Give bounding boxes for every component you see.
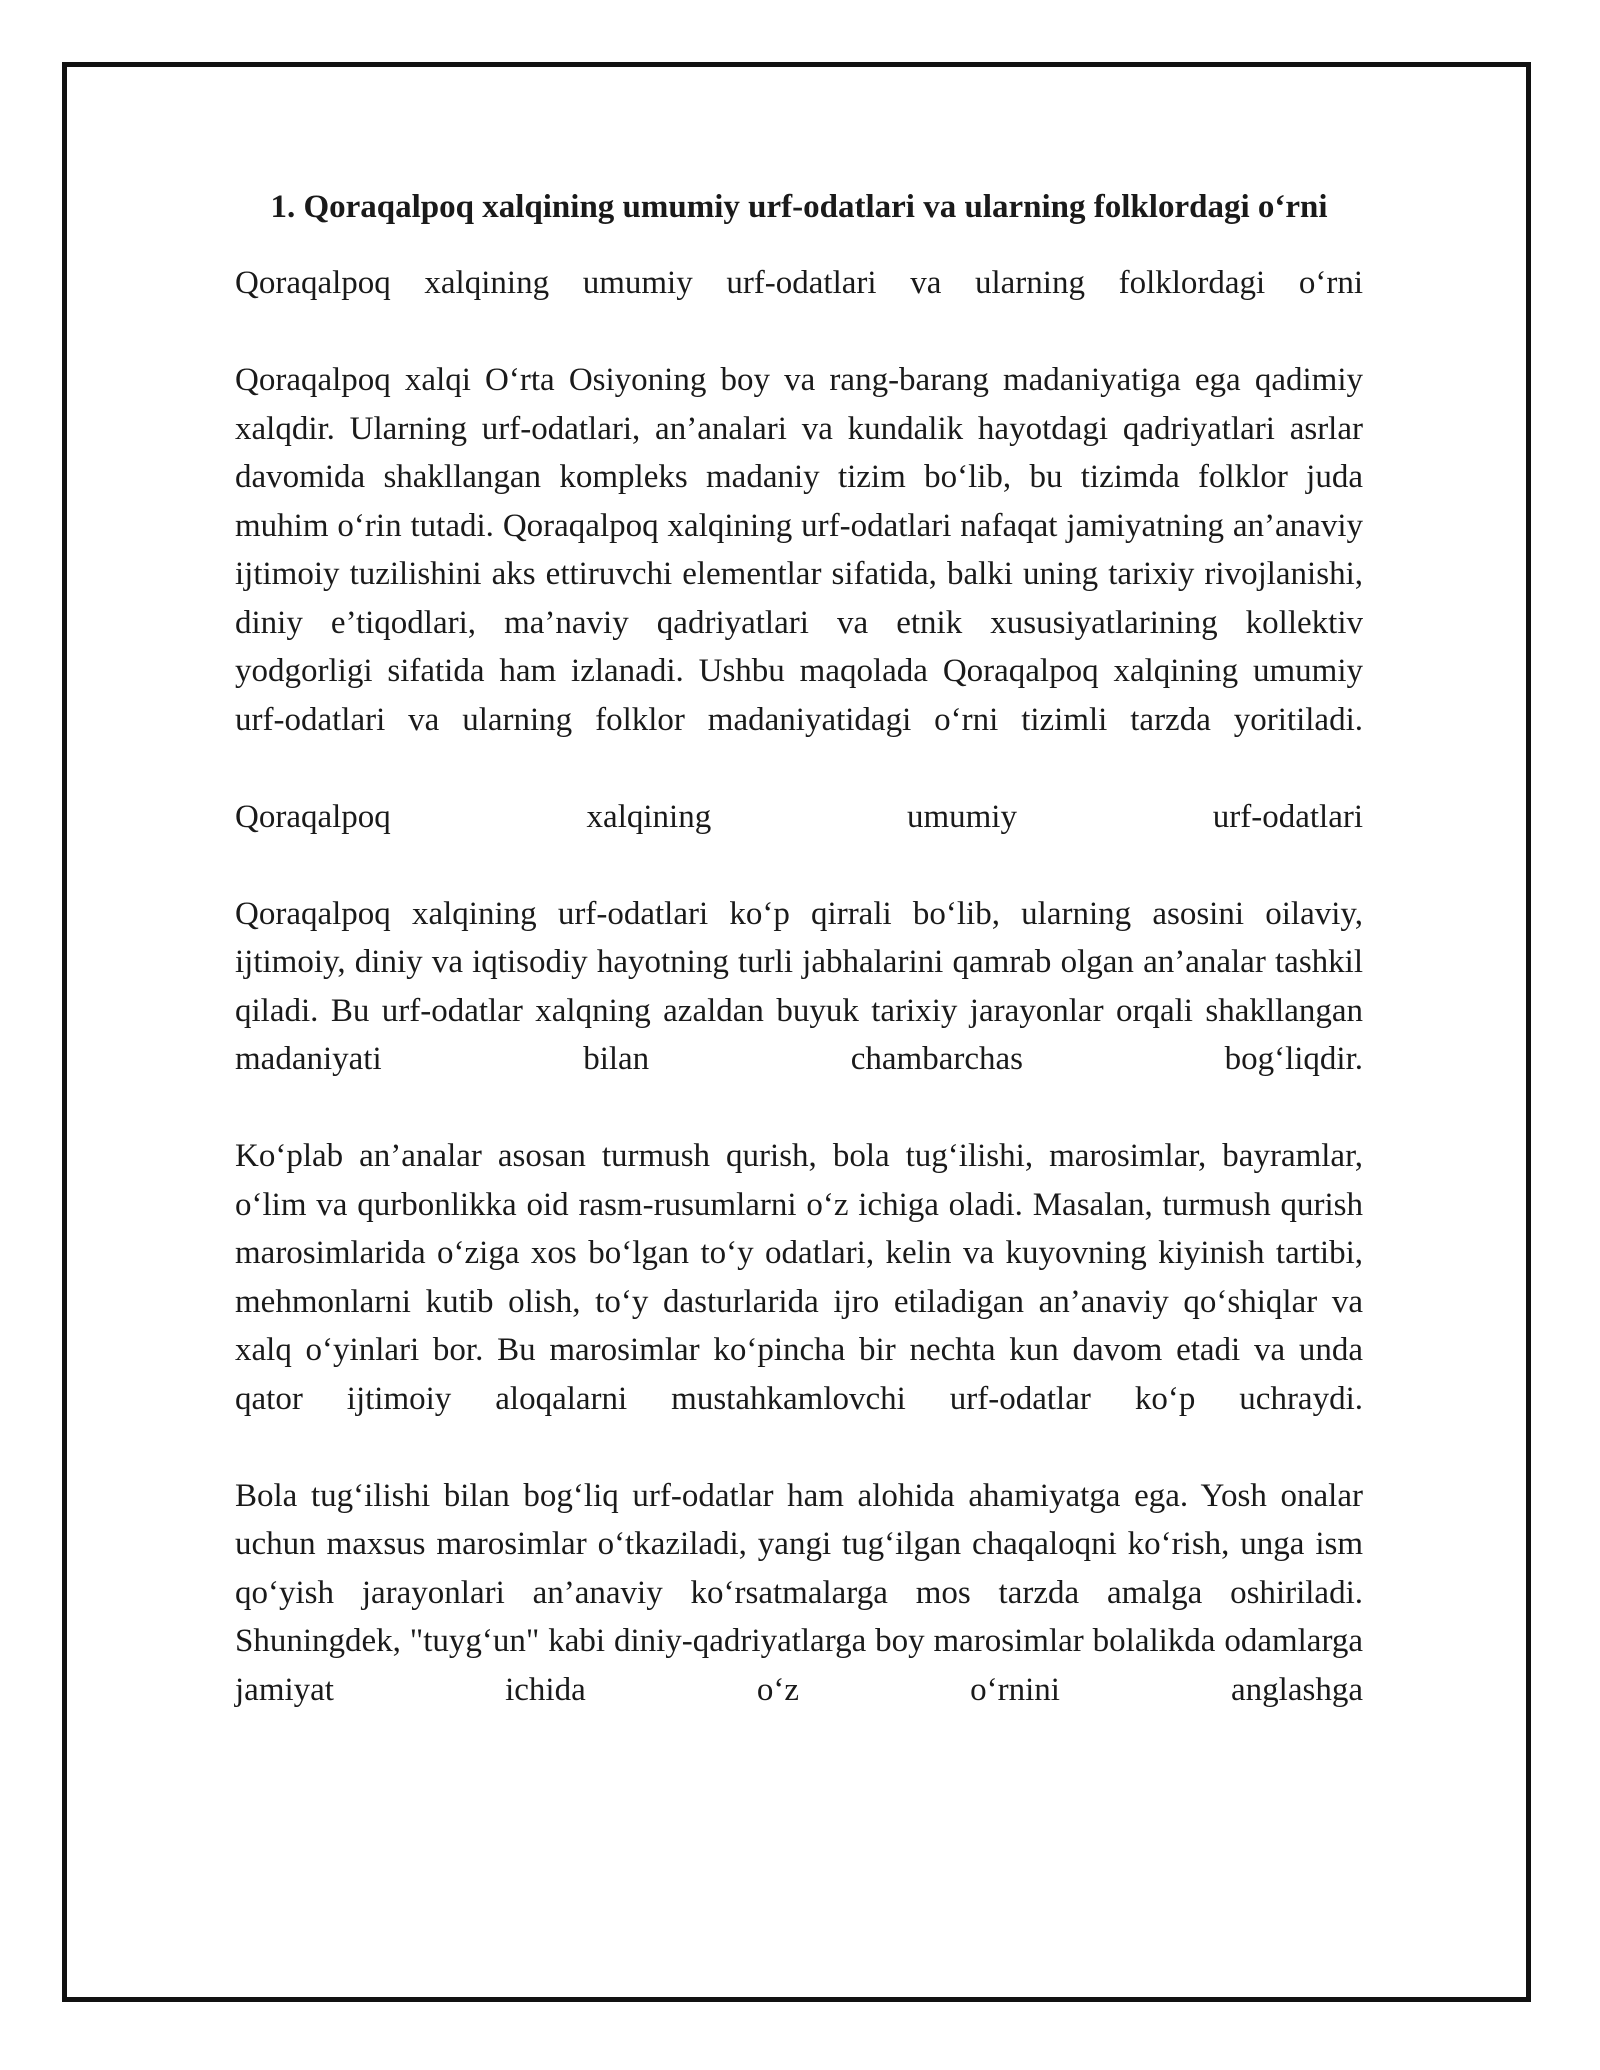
paragraph-customs-overview: Qoraqalpoq xalqining urf-odatlari ko‘p qirrali bo‘lib, ularning asosini oilaviy, ijtimoiy, diniy va iqtisodiy hayotning turli jabhalarini qamrab olgan an’analar tashkil qiladi. Bu urf-odatlar xalqning azaldan buyuk tarixiy jarayonlar orqali shakllangan madaniyati bilan chambarchas bog‘liqdir. bbox=[235, 895, 1363, 1077]
paragraph-subheading-2: Qoraqalpoq xalqining umumiy urf-odatlari bbox=[235, 798, 1363, 835]
paragraph-introduction: Qoraqalpoq xalqi O‘rta Osiyoning boy va rang-barang madaniyatiga ega qadimiy xalqdir. Ularning urf-odatlari, an’analari va kundalik hayotdagi qadriyatlari asrlar davomida shakllangan kompleks madaniy tizim bo‘lib, bu tizimda folklor juda muhim o‘rin tutadi. Qoraqalpoq xalqining urf-odatlari nafaqat jamiyatning an’anaviy ijtimoiy tuzilishini aks ettiruvchi elementlar sifatida, balki uning tarixiy rivojlanishi, diniy e’tiqodlari, ma’naviy qadriyatlari va etnik xususiyatlarining kollektiv yodgorligi sifatida ham izlanadi. Ushbu maqolada Qoraqalpoq xalqining umumiy urf-odatlari va ularning folklor madaniyatidagi o‘rni tizimli tarzda yoritiladi. bbox=[235, 362, 1363, 738]
document-body bbox=[235, 183, 1363, 1763]
paragraph-childbirth-traditions: Bola tug‘ilishi bilan bog‘liq urf-odatlar ham alohida ahamiyatga ega. Yosh onalar uchun maxsus marosimlar o‘tkaziladi, yangi tug‘ilgan chaqaloqni ko‘rish, unga ism qo‘yish jarayonlari an’anaviy ko‘rsatmalarga mos tarzda amalga oshiriladi. Shuningdek, "tuyg‘un" kabi diniy-qadriyatlarga boy marosimlar bolalikda odamlarga jamiyat ichida o‘z o‘rnini anglashga bbox=[235, 1477, 1363, 1708]
paragraph-wedding-traditions: Ko‘plab an’analar asosan turmush qurish, bola tug‘ilishi, marosimlar, bayramlar, o‘lim va qurbonlikka oid rasm-rusumlarni o‘z ichiga oladi. Masalan, turmush qurish marosimlarida o‘ziga xos bo‘lgan to‘y odatlari, kelin va kuyovning kiyinish tartibi, mehmonlarni kutib olish, to‘y dasturlarida ijro etiladigan an’anaviy qo‘shiqlar va xalq o‘yinlari bor. Bu marosimlar ko‘pincha bir nechta kun davom etadi va unda qator ijtimoiy aloqalarni mustahkamlovchi urf-odatlar ko‘p uchraydi. bbox=[235, 1138, 1363, 1417]
paragraph-subheading-1: Qoraqalpoq xalqining umumiy urf-odatlari va ularning folklordagi o‘rni bbox=[235, 265, 1363, 301]
document-title: 1. Qoraqalpoq xalqining umumiy urf-odatlari va ularning folklordagi o‘rni bbox=[270, 189, 1328, 225]
